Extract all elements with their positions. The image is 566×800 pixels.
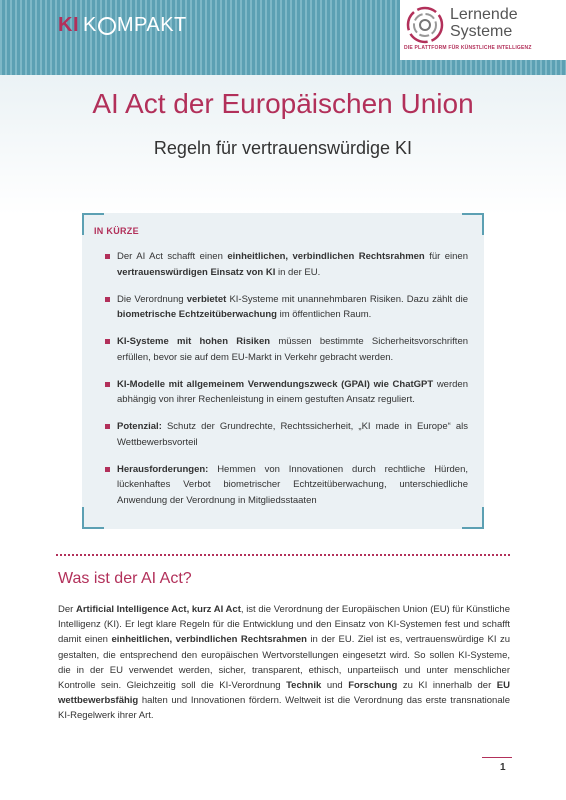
bold-text: einheitlichen, verbindlichen Rechtsrahmen [111,634,307,646]
square-bullet-icon [105,467,110,472]
text-run: werden abhängig von ihrer Rechenleistung in einem gestuften Ansatz reguliert. [117,378,468,405]
footer-line [482,757,512,758]
text-run: und [321,680,349,692]
text-run: , ist die Verordnung der Europäischen Union (EU) für Künstliche Intelligenz (KI). Er legt klare Regeln für die Entwicklung und den Einsatz von KI-Systemen fest und schafft damit einen [58,604,510,646]
summary-item [92,334,468,365]
text-run: müssen bestimmte Sicherheitsvorschriften erfüllen, bevor sie auf dem EU-Markt in Verkehr gebracht werden. [117,336,469,363]
summary-item [92,462,468,509]
page-number: 1 [500,762,506,773]
brand-k: K [83,13,97,36]
text-run: Die Verordnung [117,293,187,305]
square-bullet-icon [105,424,110,429]
bold-text: Potenzial: [117,421,162,432]
square-bullet-icon [105,254,110,259]
summary-item [92,249,468,280]
crosshair-o-icon [98,17,116,35]
page-title: AI Act der Europäischen Union [92,88,474,119]
logo-tagline: DIE PLATTFORM FÜR KÜNSTLICHE INTELLIGENZ [404,45,532,51]
bold-text: Technik [286,680,322,692]
logo-line2: Systeme [450,23,513,40]
section-paragraph [58,602,510,724]
lernende-systeme-logo [400,0,566,60]
text-run: Schutz der Grundrechte, Rechtssicherheit, „KI made in Europe“ als Wettbewerbsvorteil [117,421,468,448]
dotted-divider [56,554,510,556]
bold-text: Forschung [348,680,398,692]
bold-text: KI-Systeme mit hohen Risiken [117,336,271,347]
bold-text: EU wettbewerbsfähig [58,680,510,707]
text-run: Der AI Act schafft einen [117,251,228,262]
text-run: in der EU. Ziel ist es, vertrauenswürdige KI zu gestalten, die entsprechend den europäischen Wertvorstellungen eingesetzt wird. So sollen KI-Systeme, die in der EU verwendet werden, sicher, transparent, ethisch, unparteiisch und unter menschlicher Kontrolle sein. Gleichzeitig soll die KI-Verordnung [58,634,510,692]
bold-text: biometrische Echtzeitüberwachung [117,309,277,320]
corner-bracket [462,213,484,235]
brand-ki: KI [58,13,79,36]
summary-item [92,419,468,450]
page-subtitle: Regeln für vertrauenswürdige KI [153,138,413,158]
bold-text: KI-Modelle mit allgemeinem Verwendungszweck (GPAI) wie ChatGPT [117,378,434,390]
text-run: in der EU. [275,266,321,278]
summary-box [82,213,484,529]
bold-text: verbietet [186,293,227,305]
text-run: halten und Innovationen fördern. Weltweit ist die Verordnung das erste transnationale KI-Regelwerk ihrer Art. [58,695,510,722]
summary-item [92,292,468,323]
text-run: für einen [424,251,468,262]
brand-rest: MPAKT [116,13,187,36]
text-run: zu KI innerhalb der [397,680,497,692]
text-run: Der [58,604,76,615]
ki-kompakt-logo [58,14,187,36]
summary-label: IN KÜRZE [94,226,139,236]
section-title: Was ist der AI Act? [58,570,192,587]
text-run: im öffentlichen Raum. [276,309,372,320]
bold-text: Herausforderungen: [117,463,209,475]
bold-text: Artificial Intelligence Act, kurz AI Act [75,604,241,615]
square-bullet-icon [105,382,110,387]
square-bullet-icon [105,339,110,344]
concentric-circles-icon [406,6,446,44]
bold-text: vertrauenswürdigen Einsatz von KI [117,266,276,278]
square-bullet-icon [105,297,110,302]
bold-text: einheitlichen, verbindlichen Rechtsrahmen [227,251,425,262]
text-run: Hemmen von Innovationen durch rechtliche Hürden, lückenhaftes Verbot biometrischer Echtzeitüberwachung, unterschiedliche Anwendung der Verordnung in Mitgliedsstaaten [117,463,468,506]
summary-list [92,249,468,520]
text-run: KI-Systeme mit unannehmbaren Risiken. Dazu zählt die [226,293,468,305]
logo-line1: Lernende [450,6,518,23]
summary-item [92,377,468,408]
logo-name [450,6,518,40]
